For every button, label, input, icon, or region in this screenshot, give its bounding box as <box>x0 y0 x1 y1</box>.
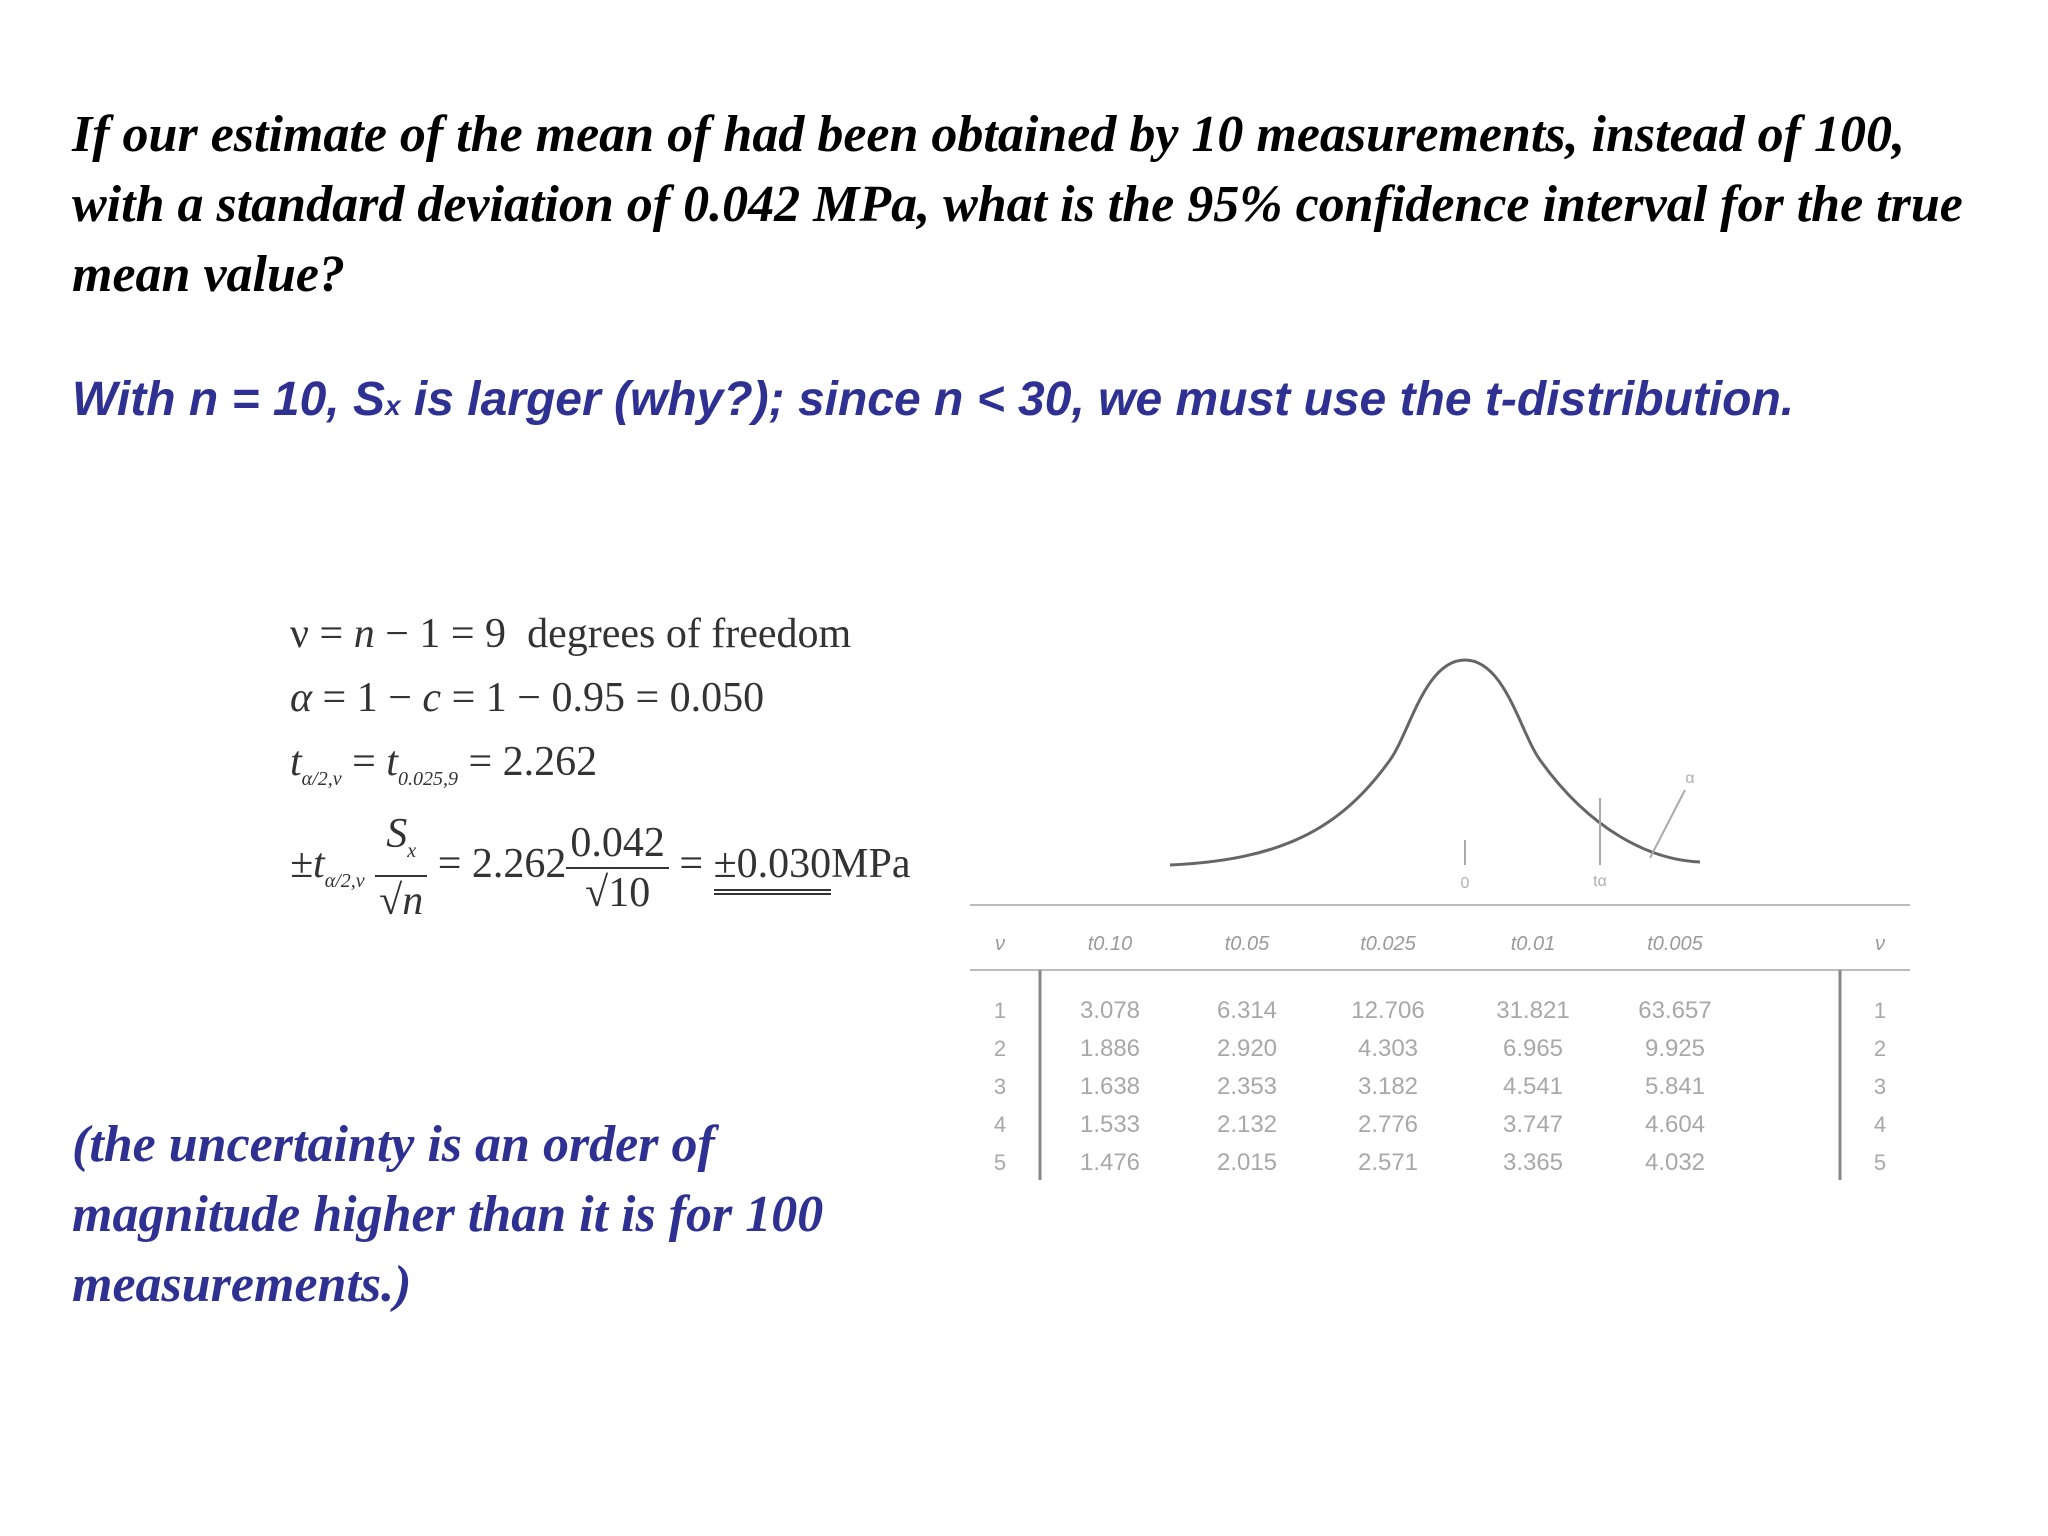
table-header-t0-005: t0.005 <box>1647 933 1703 955</box>
interval-result: ±0.030 <box>714 841 832 895</box>
t-curve <box>1170 660 1700 865</box>
answer-part2: is larger (why?); since n < 30, we must use the t-distribution. <box>400 373 1795 426</box>
alpha-pointer <box>1650 790 1685 858</box>
fraction-value: $\frac{0.042}{√10}$ <box>566 819 669 917</box>
nu-symbol: ν <box>290 611 309 657</box>
table-row-nu-left: 1 <box>993 998 1007 1023</box>
table-cell: 2.776 <box>1357 1111 1419 1138</box>
table-cell: 3.078 <box>1079 997 1141 1024</box>
answer-part1: With n = 10, S <box>72 373 385 426</box>
table-row-nu-left: 4 <box>993 1112 1007 1137</box>
table-cell: 6.965 <box>1502 1035 1564 1062</box>
answer-subscript: x <box>384 390 401 421</box>
table-cell: 31.821 <box>1496 997 1570 1024</box>
fraction-sx-over-root-n: $\frac{S_x}{√n}$ <box>375 810 427 925</box>
table-header-nu-right: ν <box>1875 933 1885 955</box>
table-cell: 9.925 <box>1644 1035 1706 1062</box>
equation-t-value: $t_{\alpha/2,\nu} = t_{0.025,9} = 2.262$ <box>290 739 598 790</box>
table-cell: 63.657 <box>1638 997 1712 1024</box>
c-symbol: c <box>422 675 442 721</box>
equation-alpha: α = 1 − c = 1 − 0.95 = 0.050 <box>290 675 765 721</box>
answer-text <box>72 370 2032 436</box>
table-cell: 3.182 <box>1357 1073 1419 1100</box>
n-symbol: n <box>353 611 375 657</box>
table-row-nu-left: 2 <box>993 1036 1007 1061</box>
table-row-nu-right: 4 <box>1873 1112 1887 1137</box>
table-cell: 1.638 <box>1079 1073 1141 1100</box>
table-row-nu-right: 2 <box>1873 1036 1887 1061</box>
t-distribution-figure <box>960 640 1920 1200</box>
question-text: If our estimate of the mean of had been obtained by 10 measurements, instead of 100, with a standard deviation of 0.042 MPa, what is the 95% confidence interval for the true mean value? <box>72 106 1963 303</box>
table-cell: 12.706 <box>1351 997 1425 1024</box>
table-header-nu-left: ν <box>995 933 1005 955</box>
equation-interval: $\pm t_{\alpha/2,\nu}$ $\frac{S_x}{√n}$ = 2.262 $\frac{0.042}{√10}$ = ±0.030MPa <box>290 811 911 924</box>
table-header-t0-01: t0.01 <box>1510 933 1556 955</box>
table-row-nu-right: 1 <box>1873 998 1887 1023</box>
table-cell: 2.353 <box>1216 1073 1278 1100</box>
note-text: (the uncertainty is an order of magnitude higher than it is for 100 measurements.) <box>72 1116 824 1313</box>
table-cell: 3.747 <box>1502 1111 1564 1138</box>
table-cell: 3.365 <box>1502 1149 1564 1176</box>
table-row-nu-left: 5 <box>993 1150 1007 1175</box>
table-row-nu-right: 3 <box>1873 1074 1887 1099</box>
table-cell: 2.132 <box>1216 1111 1278 1138</box>
table-cell: 4.541 <box>1502 1073 1564 1100</box>
table-row-nu-left: 3 <box>993 1074 1007 1099</box>
table-cell: 2.571 <box>1357 1149 1419 1176</box>
alpha-symbol: α <box>290 675 313 721</box>
table-cell: 6.314 <box>1216 997 1278 1024</box>
table-row-nu-right: 5 <box>1873 1150 1887 1175</box>
table-cell: 1.476 <box>1079 1149 1141 1176</box>
dof-label: degrees of freedom <box>506 611 852 657</box>
equation-dof: ν = n − 1 = 9 degrees of freedom <box>290 611 852 657</box>
table-cell: 2.015 <box>1216 1149 1278 1176</box>
table-header-t0-05: t0.05 <box>1224 933 1270 955</box>
interval-unit: MPa <box>831 841 911 888</box>
table-cell: 1.886 <box>1079 1035 1141 1062</box>
curve-t-alpha-label: tα <box>1593 873 1607 890</box>
curve-zero-label: 0 <box>1460 875 1470 892</box>
curve-alpha-label: α <box>1685 770 1695 787</box>
table-header-t0-10: t0.10 <box>1087 933 1133 955</box>
table-header-t0-025: t0.025 <box>1360 933 1416 955</box>
table-cell: 4.604 <box>1644 1111 1706 1138</box>
table-cell: 4.303 <box>1357 1035 1419 1062</box>
table-cell: 1.533 <box>1079 1111 1141 1138</box>
table-cell: 2.920 <box>1216 1035 1278 1062</box>
table-cell: 5.841 <box>1644 1073 1706 1100</box>
table-cell: 4.032 <box>1644 1149 1706 1176</box>
